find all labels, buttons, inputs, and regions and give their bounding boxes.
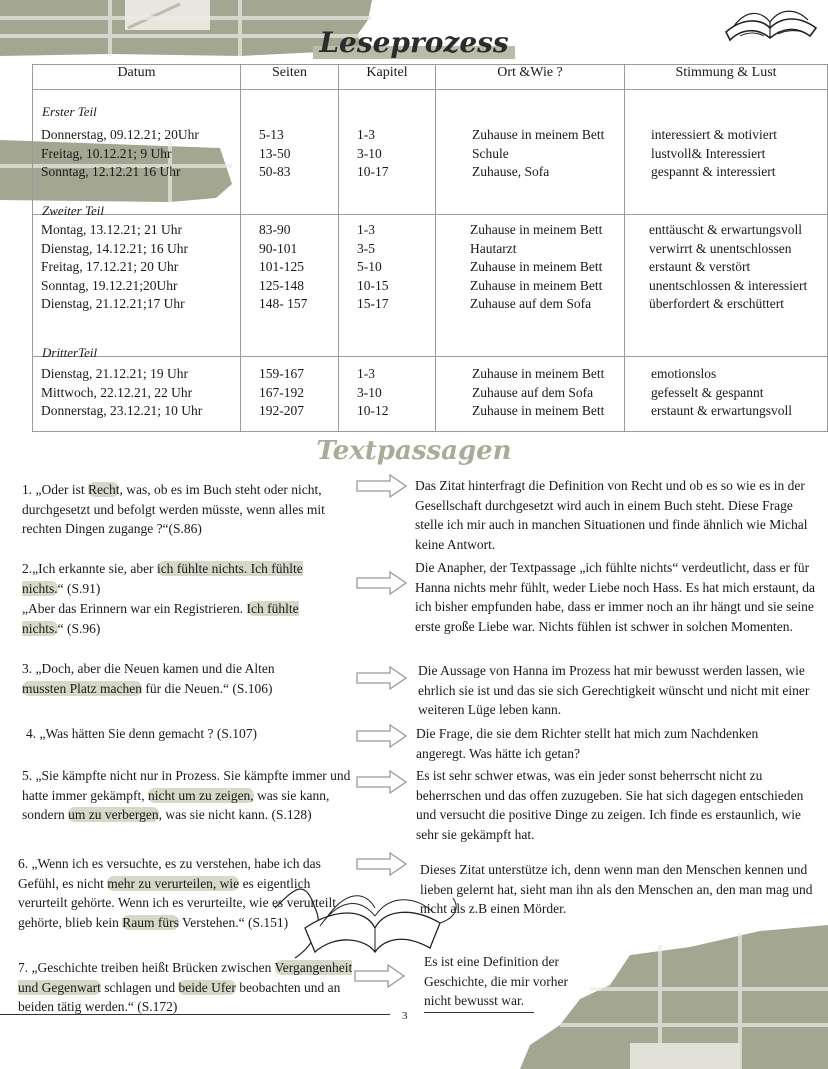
- reading-log-table: [32, 64, 828, 432]
- quote-6: [18, 854, 353, 932]
- table-row: [33, 215, 828, 357]
- answer-7: Es ist eine Definition der Geschichte, die mir vorher nicht bewusst war.: [424, 954, 568, 1008]
- place-cell: Zuhause in meinem Bett Zuhause auf dem Sofa Zuhause in meinem Bett: [436, 357, 625, 432]
- answer-6: Dieses Zitat unterstütze ich, denn wenn man den Menschen kennen und lieben gelernt hat, sieht man ihn als den Menschen an, den man mag und nicht als z.B einen Mörder.: [420, 862, 813, 916]
- quote-text: was sie kann, sondern: [22, 787, 330, 822]
- quote-text: 3. „Doch, aber die Neuen kamen und die Alten: [22, 661, 275, 676]
- table-header: [33, 65, 828, 90]
- arrow-icon: [356, 724, 408, 748]
- pages-cell: 159-167 167-192 192-207: [241, 357, 339, 432]
- quote-7: [18, 958, 358, 1017]
- page-title: Leseprozess: [0, 26, 828, 59]
- quote-text: , was, ob es im Buch steht oder nicht, durchgesetzt und befolgt werden müsste, wenn alles mit rechten Dingen zugange ?“(S.86): [22, 482, 325, 536]
- quote-text: “ (S.96): [57, 620, 101, 636]
- quote-text: 2.„Ich erkannte sie, aber: [22, 561, 157, 576]
- quote-text: “ (S.91): [57, 580, 101, 596]
- quote-text: 1. „Oder ist: [22, 482, 88, 497]
- arrow-icon: [356, 474, 408, 498]
- quote-text: schlagen und: [100, 979, 179, 995]
- place-cell: Zuhause in meinem Bett Schule Zuhause, Sofa: [436, 90, 625, 215]
- arrow-icon: [356, 666, 408, 690]
- header-mood: Stimmung & Lust: [625, 65, 828, 90]
- quote-2: [22, 559, 342, 598]
- header-place: Ort &Wie ?: [436, 65, 625, 90]
- quote-1: [22, 480, 362, 539]
- chapter-cell: 1-3 3-5 5-10 10-15 15-17: [339, 215, 436, 357]
- chapter-cell: 1-3 3-10 10-12: [339, 357, 436, 432]
- answer-1: Das Zitat hinterfragt die Definition von Recht und ob es so wie es in der Gesellschaft durchgesetzt wird auch in einem Buch steht. Diese Frage stelle ich mir auch in manchen Situationen und finde ähnlich wie Michal keine Antwort.: [415, 478, 808, 552]
- mood-cell: emotionslos gefesselt & gespannt erstaunt & erwartungsvoll: [625, 357, 828, 432]
- part-label-second: Zweiter Teil: [42, 203, 105, 218]
- quote-text: 7. „Geschichte treiben heißt Brücken zwischen: [18, 960, 275, 975]
- answer-4: Die Frage, die sie dem Richter stellt hat mich zum Nachdenken angeregt. Was hätte ich getan?: [416, 726, 759, 761]
- quote-text: Verstehen.“ (S.151): [178, 914, 289, 930]
- highlighted-text: Ich fühlte nichts.: [22, 601, 299, 636]
- highlighted-text: Raum fürs: [122, 914, 179, 930]
- pages-cell: 83-90 90-101 101-125 125-148 148- 157: [241, 215, 339, 357]
- quote-text: 5. „Sie kämpfte nicht nur in Prozess. Sie kämpfte immer und hatte immer gekämpft,: [22, 768, 351, 803]
- highlighted-text: beide Ufer: [178, 979, 236, 995]
- quote-text: „Aber das Erinnern war ein Registrieren.: [22, 601, 247, 616]
- mood-cell: enttäuscht & erwartungsvoll verwirrt & unentschlossen erstaunt & verstört unentschlossen & interessiert überfordert & erschüttert: [625, 215, 828, 357]
- quote-text: 6. „Wenn ich es versuchte, es zu verstehen, habe ich das Gefühl, es nicht: [18, 856, 321, 891]
- place-cell: Zuhause in meinem Bett Hautarzt Zuhause in meinem Bett Zuhause in meinem Bett Zuhause auf dem Sofa: [436, 215, 625, 357]
- answer-3: Die Aussage von Hanna im Prozess hat mir bewusst werden lassen, wie ehrlich sie ist und das sie sich Gerechtigkeit wünscht und nicht mit einer weiteren Lüge leben kann.: [418, 663, 810, 717]
- highlighted-text: mussten Platz machen: [22, 680, 142, 696]
- highlighted-text: Recht: [87, 482, 120, 497]
- table-row: [33, 357, 828, 432]
- highlighted-text: mehr zu verurteilen, wie: [107, 875, 240, 891]
- date-cell: Dienstag, 21.12.21; 19 Uhr Mittwoch, 22.12.21, 22 Uhr Donnerstag, 23.12.21; 10 Uhr: [33, 357, 241, 432]
- part-label-third: DritterTeil: [42, 345, 98, 360]
- highlighted-text: um zu verbergen: [68, 807, 159, 822]
- quote-2b: [22, 599, 302, 638]
- answer-2: Die Anapher, der Textpassage „ich fühlte nichts“ verdeutlicht, dass er für Hanna nichts mehr fühlt, weder Liebe noch Hass. Es hat mich erstaunt, da ich bisher empfunden habe, dass er immer noch an ihr hängt und sie seine erste große Liebe war. Nichts fühlen ist schwer in solchen Momenten.: [415, 560, 816, 634]
- quote-4: [26, 724, 326, 744]
- quote-text: für die Neuen.“ (S.106): [141, 680, 273, 696]
- chapter-cell: 1-3 3-10 10-17: [339, 90, 436, 215]
- header-chapter: Kapitel: [339, 65, 436, 90]
- table-row: [33, 90, 828, 215]
- quote-text: es eigentlich verurteilt gehörte. Wenn ich es verurteilte, wie es verurteilt gehörte, blieb kein: [18, 875, 337, 930]
- section-title: Textpassagen: [316, 436, 512, 466]
- arrow-icon: [356, 852, 408, 876]
- part-label-first: Erster Teil: [42, 104, 97, 119]
- mood-cell: interessiert & motiviert lustvoll& Interessiert gespannt & interessiert: [625, 90, 828, 215]
- header-pages: Seiten: [241, 65, 339, 90]
- page-number: 3: [402, 1010, 408, 1022]
- quote-text: , was sie nicht kann. (S.128): [158, 807, 312, 822]
- highlighted-text: nicht um zu zeigen,: [147, 787, 254, 803]
- quote-text: beobachten und an beiden tätig werden.“ (S.172): [18, 979, 341, 1014]
- date-cell: Donnerstag, 09.12.21; 20Uhr Freitag, 10.12.21; 9 Uhr Sonntag, 12.12.21 16 Uhr: [33, 90, 241, 215]
- quote-text: 4. „Was hätten Sie denn gemacht ? (S.107): [26, 726, 257, 741]
- pages-cell: 5-13 13-50 50-83: [241, 90, 339, 215]
- arrow-icon: [356, 571, 408, 595]
- answer-5: Es ist sehr schwer etwas, was ein jeder sonst beherrscht nicht zu beherrschen und das offen zuzugeben. Sie hat sich dagegen entschieden und versucht die positive Dinge zu zeigen. Ich finde es erstaunlich, wie sehr sie gekämpft hat.: [416, 768, 804, 842]
- arrow-icon: [356, 770, 408, 794]
- answer-underline: [424, 1012, 534, 1013]
- date-cell: Montag, 13.12.21; 21 Uhr Dienstag, 14.12.21; 16 Uhr Freitag, 17.12.21; 20 Uhr Sonntag, 19.12.21;20Uhr Dienstag, 21.12.21;17 Uhr: [33, 215, 241, 357]
- highlighted-text: Vergangenheit und Gegenwart: [18, 960, 353, 995]
- header-date: Datum: [33, 65, 241, 90]
- quote-3: [22, 659, 322, 698]
- quote-5: [22, 766, 362, 825]
- highlighted-text: ich fühlte nichts. Ich fühlte nichts.: [22, 561, 303, 596]
- arrow-icon: [354, 964, 406, 988]
- footer-rule: [0, 1014, 390, 1015]
